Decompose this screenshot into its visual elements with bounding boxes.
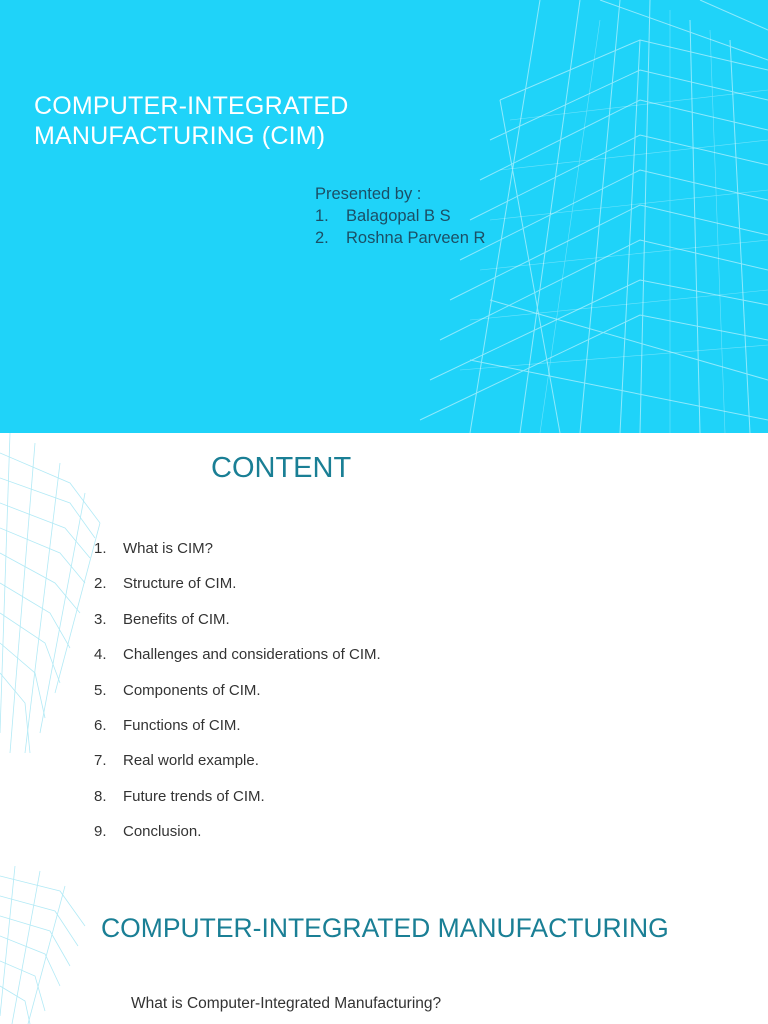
content-slide [0, 433, 768, 866]
cim-question: What is Computer-Integrated Manufacturing? [131, 995, 442, 1012]
list-text: Benefits of CIM. [123, 610, 230, 628]
list-item [94, 610, 381, 645]
presenter-number: 1. [315, 207, 329, 225]
title-line-2: MANUFACTURING (CIM) [34, 122, 326, 150]
list-item [94, 751, 381, 786]
list-text: Conclusion. [123, 823, 202, 841]
list-number: 8. [94, 787, 107, 805]
wireframe-corner-graphic [0, 866, 90, 1024]
list-number: 3. [94, 610, 107, 628]
presented-by-label: Presented by : [315, 185, 422, 203]
list-number: 1. [94, 540, 107, 557]
list-text: Real world example. [123, 752, 259, 770]
title-line-1: COMPUTER-INTEGRATED [34, 92, 349, 120]
presentation-title [34, 91, 454, 151]
list-number: 5. [94, 681, 107, 699]
content-list [94, 539, 381, 858]
list-item [94, 574, 381, 609]
list-number: 4. [94, 646, 107, 664]
list-number: 7. [94, 752, 107, 770]
list-text: Components of CIM. [123, 681, 261, 699]
list-text: What is CIM? [123, 540, 214, 557]
list-text: Functions of CIM. [123, 716, 241, 734]
title-slide [0, 0, 768, 433]
list-item [94, 787, 381, 822]
list-item [94, 539, 381, 574]
list-number: 9. [94, 823, 107, 841]
presenter-name: Balagopal B S [346, 207, 451, 225]
cim-slide [0, 866, 768, 1024]
list-text: Structure of CIM. [123, 575, 237, 593]
cim-heading: COMPUTER-INTEGRATED MANUFACTURING [101, 913, 669, 943]
list-item [94, 645, 381, 680]
presenter-name: Roshna Parveen R [346, 229, 486, 247]
list-text: Future trends of CIM. [123, 787, 265, 805]
presenter-item [315, 227, 485, 249]
list-number: 2. [94, 575, 107, 593]
presenter-item [315, 205, 485, 227]
presenters-block [315, 183, 485, 249]
list-text: Challenges and considerations of CIM. [123, 646, 381, 664]
list-item [94, 716, 381, 751]
list-item [94, 822, 381, 857]
content-heading: CONTENT [211, 452, 352, 484]
presenter-number: 2. [315, 229, 329, 247]
list-number: 6. [94, 716, 107, 734]
presenter-list [315, 205, 485, 249]
list-item [94, 681, 381, 716]
